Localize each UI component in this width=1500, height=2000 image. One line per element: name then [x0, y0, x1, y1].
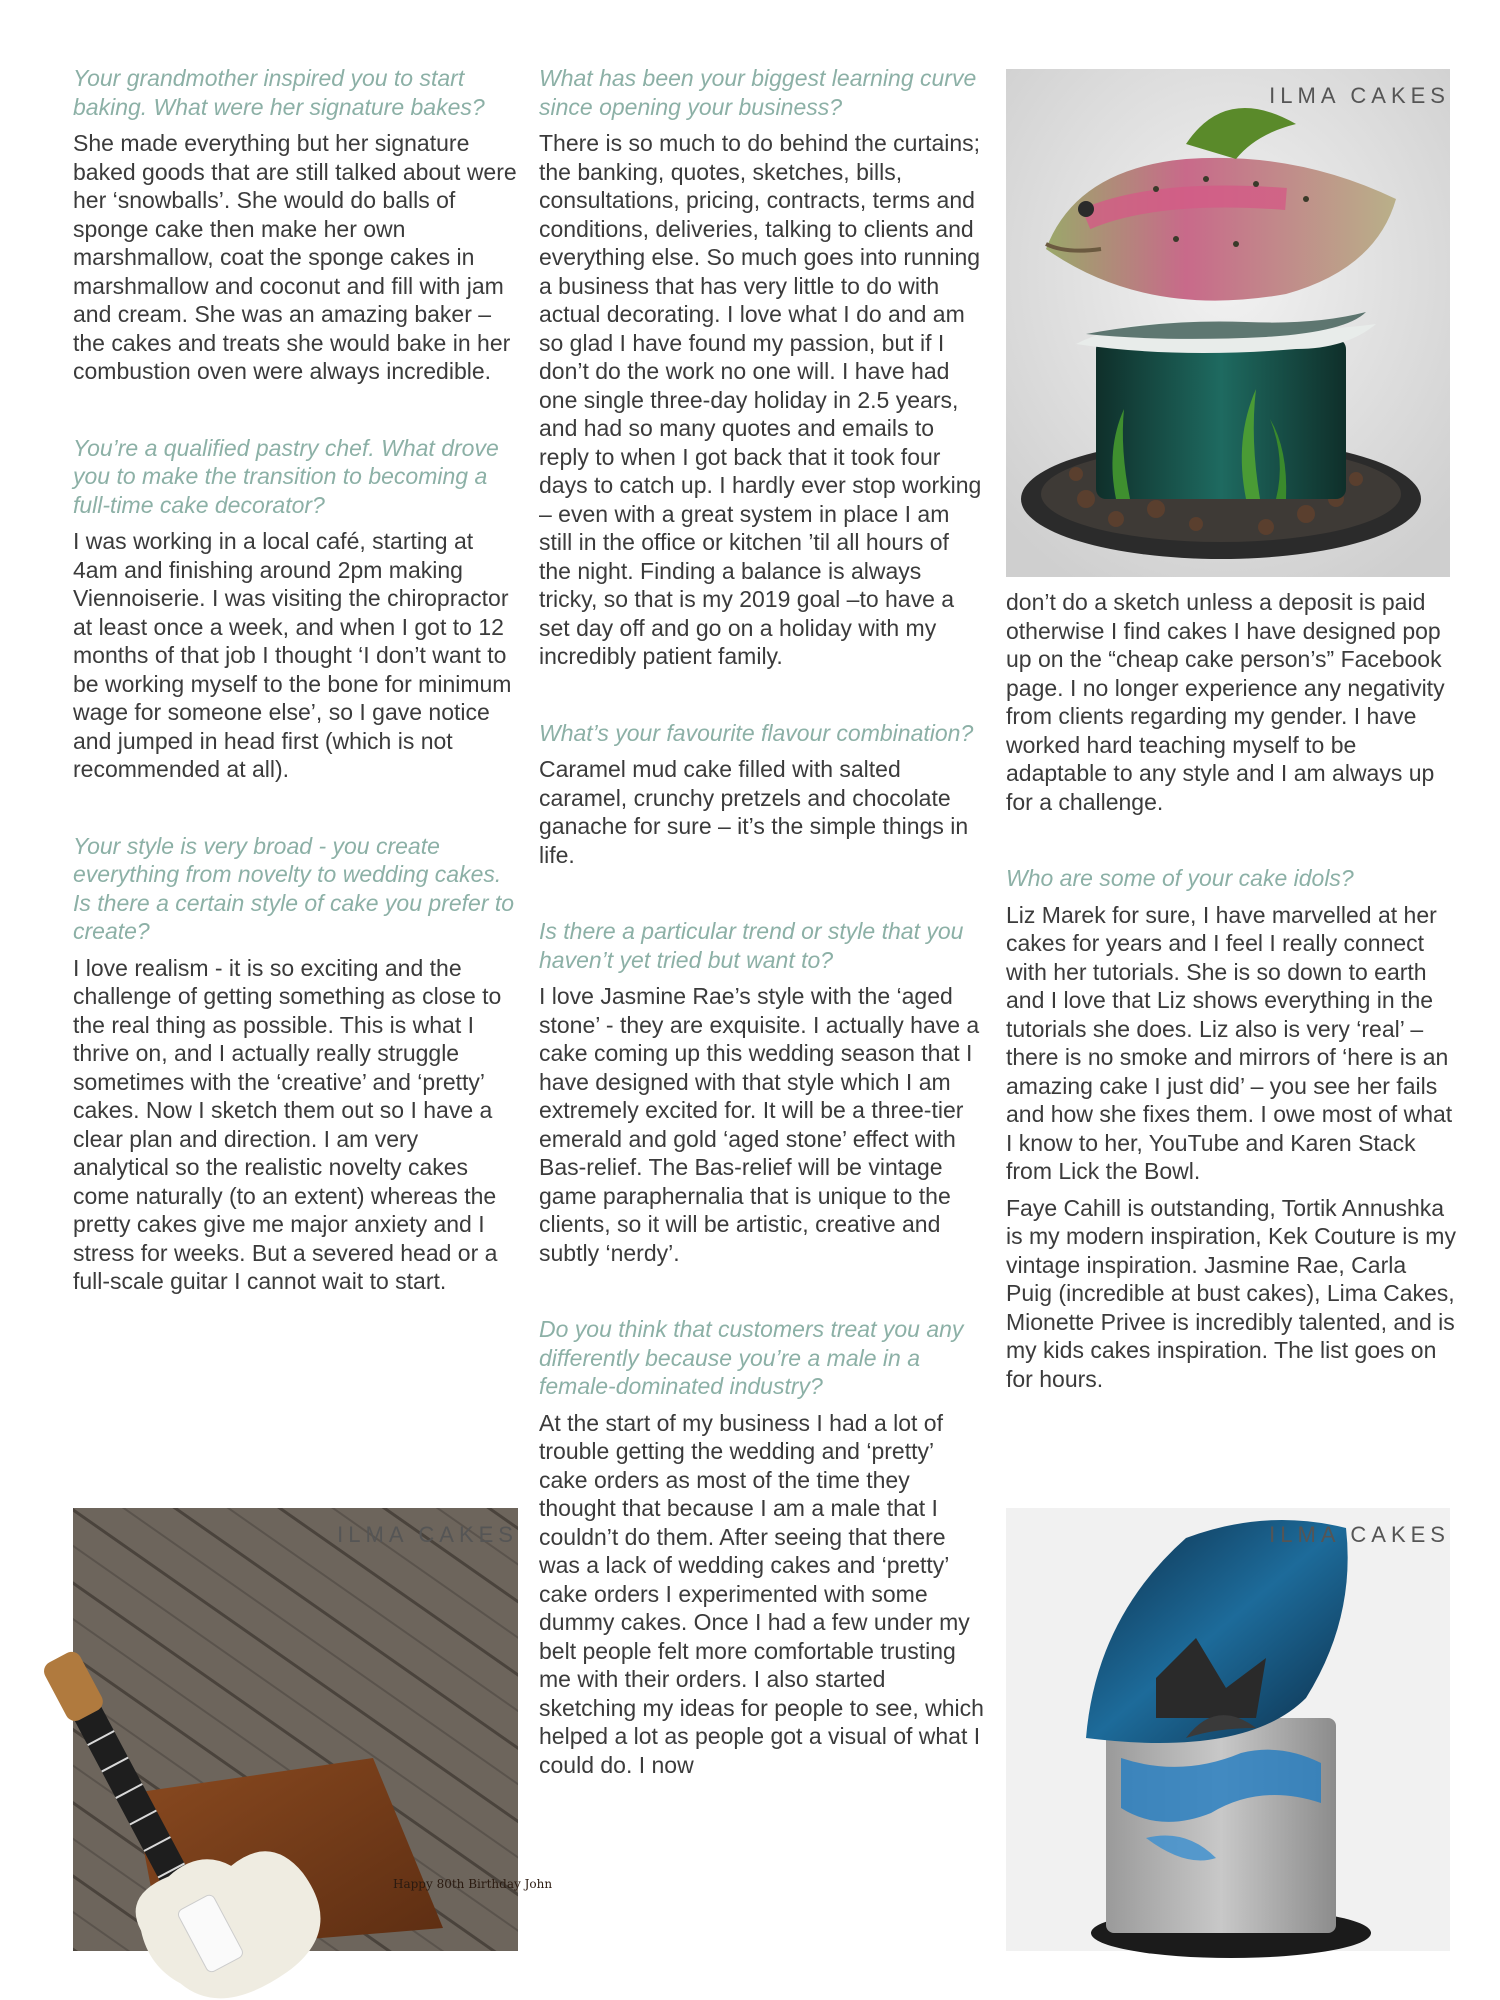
photo-watermark: ILMA CAKES — [337, 1522, 518, 1547]
photo-watermark: ILMA CAKES — [1269, 83, 1450, 108]
interview-question: Do you think that customers treat you any differently because you’re a male in a female-dominated industry? — [539, 1316, 964, 1399]
interview-question: You’re a qualified pastry chef. What drove you to make the transition to becoming a full-time cake decorator? — [73, 434, 499, 518]
interview-answer: There is so much to do behind the curtains; the banking, quotes, sketches, bills, consultations, pricing, contracts, terms and conditions, deliveries, talking to clients and everything else. So much goes into running a business that has very little to do with actual decorating. I love what I do and am so glad I have found my passion, but if I don’t do the work no one will. I have had one single three-day holiday in 2.5 years, and had so many quotes and emails to reply to when I got back that it took four days to catch up. I hardly ever stop working – even with a great system in place I am still in the office or kitchen ’til all hours of the night. Finding a balance is always tricky, so that is my 2019 goal –to have a set day off and go on a holiday with my incredibly patient family. — [539, 130, 982, 669]
article-column-2 — [539, 64, 984, 1779]
interview-answer: Liz Marek for sure, I have marvelled at her cakes for years and I feel I really connect with her tutorials. She is so down to earth and I love that Liz shows everything in the tutorials she does. Liz also is very ‘real’ – there is no smoke and mirrors of ‘here is an amazing cake I just did’ – you see her fails and how she fixes them. I owe most of what I know to her, YouTube and Karen Stack from Lick the Bowl. — [1006, 901, 1453, 1184]
fish-cake-photo — [1006, 69, 1450, 577]
interview-answer: Caramel mud cake filled with salted caramel, crunchy pretzels and chocolate ganache for sure – it’s the simple things in life. — [539, 756, 969, 868]
interview-question: What has been your biggest learning curve since opening your business? — [539, 65, 977, 120]
blue-cake-illustration — [1006, 1508, 1450, 1951]
article-column-1 — [73, 64, 518, 1296]
article-column-3 — [1006, 588, 1456, 1393]
guitar-cake-illustration — [73, 1508, 553, 1951]
blue-cake-photo — [1006, 1508, 1450, 1951]
interview-question: Who are some of your cake idols? — [1006, 865, 1354, 891]
interview-question: Your style is very broad - you create everything from novelty to wedding cakes. Is there a certain style of cake you prefer to create? — [73, 832, 515, 944]
interview-answer: I was working in a local café, starting at 4am and finishing around 2pm making Viennoiserie. I was visiting the chiropractor at least once a week, and when I got to 12 months of that job I thought ‘I don’t want to be working myself to the bone for minimum wage for someone else’, so I gave notice and jumped in head first (which is not recommended at all). — [73, 528, 512, 782]
interview-answer-continued: don’t do a sketch unless a deposit is paid otherwise I find cakes I have designed pop up on the “cheap cake person’s” Facebook page. I no longer experience any negativity from clients regarding my gender. I have worked hard teaching myself to be adaptable to any style and I am always up for a challenge. — [1006, 589, 1445, 815]
interview-answer: I love realism - it is so exciting and the challenge of getting something as close to the real thing as possible. This is what I thrive on, and I actually really struggle sometimes with the ‘creative’ and ‘pretty’ cakes. Now I sketch them out so I have a clear plan and direction. I am very analytical so the realistic novelty cakes come naturally (to an extent) whereas the pretty cakes give me major anxiety and I stress for weeks. But a severed head or a full-scale guitar I cannot wait to start. — [73, 954, 502, 1294]
photo-watermark: ILMA CAKES — [1269, 1522, 1450, 1547]
interview-answer: I love Jasmine Rae’s style with the ‘aged stone’ - they are exquisite. I actually have a cake coming up this wedding season that I have designed with that style which I am extremely excited for. It will be a three-tier emerald and gold ‘aged stone’ effect with Bas-relief. The Bas-relief will be vintage game paraphernalia that is unique to the clients, so it will be artistic, creative and subtly ‘nerdy’. — [539, 983, 980, 1266]
interview-question: Your grandmother inspired you to start baking. What were her signature bakes? — [73, 65, 485, 120]
interview-question: Is there a particular trend or style that you haven’t yet tried but want to? — [539, 918, 964, 973]
interview-answer: She made everything but her signature baked goods that are still talked about were her ‘snowballs’. She would do balls of sponge cake then make her own marshmallow, coat the sponge cakes in marshmallow and coconut and fill with jam and cream. She was an amazing baker – the cakes and treats she would bake in her combustion oven were always incredible. — [73, 130, 517, 384]
interview-question: What’s your favourite flavour combination? — [539, 719, 974, 746]
interview-answer: Faye Cahill is outstanding, Tortik Annushka is my modern inspiration, Kek Couture is my vintage inspiration. Jasmine Rae, Carla Puig (incredible at bust cakes), Lima Cakes, Mionette Privee is incredibly talented, and is my kids cakes inspiration. The list goes on for hours. — [1006, 1194, 1456, 1392]
guitar-cake-photo — [73, 1508, 553, 1951]
cake-inscription: Happy 80th Birthday John — [393, 1877, 553, 1891]
interview-answer: At the start of my business I had a lot of trouble getting the wedding and ‘pretty’ cake orders as most of the time they thought that because I am a male that I couldn’t do them. After seeing that there was a lack of wedding cakes and ‘pretty’ cake orders I experimented with some dummy cakes. Once I had a few under my belt people felt more comfortable trusting me with their orders. I also started sketching my ideas for people to see, which helped a lot as people got a visual of what I could do. I now — [539, 1409, 984, 1778]
fish-cake-illustration — [1006, 69, 1450, 577]
